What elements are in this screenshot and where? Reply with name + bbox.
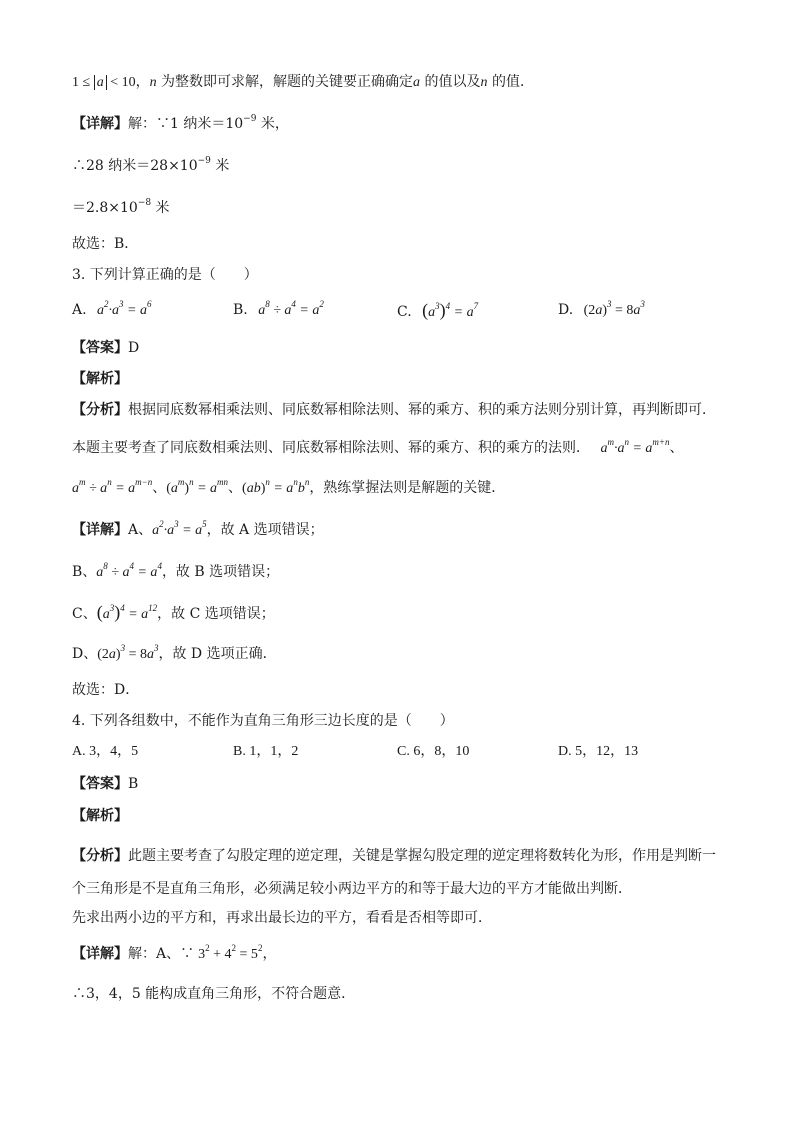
q3-detail-a xyxy=(72,520,324,541)
detail-tail: 米， xyxy=(256,116,289,132)
option-label: A. xyxy=(72,302,87,318)
answer-tag: 【答案】 xyxy=(72,776,128,792)
detail-line-1 xyxy=(72,114,289,134)
q3-option-d xyxy=(558,300,645,321)
therefore-text: ∴28 纳米＝28×10 xyxy=(72,158,198,174)
option-b-math: $a^8 \div a^4 = a^2$ xyxy=(258,299,324,318)
rule-power: $(a^m)^n = a^{mn}$ xyxy=(166,477,229,496)
exponent: −8 xyxy=(137,198,152,208)
q3-option-c xyxy=(397,300,478,323)
q3-detail-d xyxy=(72,644,277,665)
q3-answer xyxy=(72,338,139,358)
fenxi-tag: 【分析】 xyxy=(72,848,128,864)
equation-line xyxy=(72,198,170,218)
q3-detail-c xyxy=(72,602,275,625)
intro-text-3: 的值． xyxy=(487,74,534,90)
q4-analysis-tag: 【解析】 xyxy=(72,808,128,824)
rule-quotient: $a^m \div a^n = a^{m-n}$ xyxy=(72,477,153,496)
choose-line-1: 故选：B． xyxy=(72,236,139,252)
detail-c-math: $(a^3)^4 = a^{12}$ xyxy=(96,602,158,622)
option-label: B. xyxy=(233,302,248,318)
exponent: −9 xyxy=(243,114,257,124)
detail-tail: ，故 A 选项错误； xyxy=(206,522,324,538)
q3-fenxi xyxy=(72,400,716,420)
intro-text: 为整数即可求解，解题的关键要正确确定 xyxy=(156,74,414,90)
q4-option-d: D. 5，12，13 xyxy=(558,744,639,759)
answer-value: B xyxy=(128,776,139,792)
detail-label: D、 xyxy=(72,646,98,662)
detail-label: A、 xyxy=(128,522,153,538)
rule-product-power: $(ab)^n = a^nb^n$ xyxy=(242,477,310,496)
equation-text: ＝2.8×10 xyxy=(72,200,138,216)
detail-text: 解：A、∵ xyxy=(128,946,195,962)
detail-tail: ，故 D 选项正确． xyxy=(158,646,277,662)
q4-option-a: A. 3，4，5 xyxy=(72,744,139,759)
inequality-rest: < 10， xyxy=(106,75,150,90)
answer-tag: 【答案】 xyxy=(72,340,128,356)
option-c-math: $(a^3)^4 = a^7$ xyxy=(422,300,479,320)
option-label: C. xyxy=(397,304,412,320)
abs-a: a xyxy=(94,75,107,90)
separator: 、 xyxy=(669,440,684,456)
detail-a-math: $a^2\cdot a^3 = a^5$ xyxy=(152,519,207,538)
q3-rules: $a^m \div a^n = a^{m-n}$、$(a^m)^n = a^{mn}$、$(ab)^n = a^nb^n$，熟练掌握法则是解题的关键． xyxy=(72,477,506,496)
option-label: D. xyxy=(558,302,574,318)
exponent: −9 xyxy=(197,156,211,166)
question-3: 3. 下列计算正确的是（ ） xyxy=(72,267,258,283)
option-a-math: $a^2\cdot a^3 = a^6$ xyxy=(97,299,152,318)
var-n: n xyxy=(149,75,157,90)
detail-label: C、 xyxy=(72,606,97,622)
pythagorean-equation: $3^2 + 4^2 = 5^2$ xyxy=(198,943,263,962)
detail-tag: 【详解】 xyxy=(72,522,128,538)
fenxi-text: 根据同底数幂相乘法则、同底数幂相除法则、幂的乘方、积的乘方法则分别计算，再判断即可． xyxy=(128,402,716,418)
var-n-2: n xyxy=(480,75,488,90)
detail-tag: 【详解】 xyxy=(72,116,128,132)
detail-tag: 【详解】 xyxy=(72,946,128,962)
rule-product: $a^m\cdot a^n = a^{m+n}$ xyxy=(600,437,670,456)
q4-option-c: C. 6，8，10 xyxy=(397,744,470,759)
intro-text-2: 的值以及 xyxy=(420,74,481,90)
detail-b-math: $a^8 \div a^4 = a^4$ xyxy=(96,561,162,580)
intro-line xyxy=(72,72,534,93)
main-text: 本题主要考查了同底数相乘法则、同底数幂相除法则、幂的乘方、积的乘方的法则． xyxy=(72,440,590,456)
detail-tail: ，故 C 选项错误； xyxy=(157,606,275,622)
detail-d-math: $(2a)^3 = 8a^3$ xyxy=(97,643,159,662)
q4-option-b: B. 1，1，2 xyxy=(233,744,299,759)
q4-detail xyxy=(72,944,276,965)
therefore-tail: 米 xyxy=(210,158,230,174)
q4-fenxi-3: 先求出两小边的平方和，再求出最长边的平方，看看是否相等即可． xyxy=(72,910,492,926)
detail-tail: ，故 B 选项错误； xyxy=(161,564,280,580)
q3-main xyxy=(72,438,683,459)
q4-conclusion: ∴3，4，5 能构成直角三角形，不符合题意． xyxy=(72,986,356,1002)
detail-label: B、 xyxy=(72,564,97,580)
answer-value: D xyxy=(128,340,140,356)
q3-option-b xyxy=(233,300,324,321)
q3-option-a xyxy=(72,300,151,321)
q3-analysis-tag: 【解析】 xyxy=(72,371,128,387)
equation-tail: 米 xyxy=(151,200,170,216)
fenxi-tag: 【分析】 xyxy=(72,402,128,418)
var-a: a xyxy=(413,75,421,90)
q4-answer xyxy=(72,774,138,794)
inequality-prefix: 1 ≤ xyxy=(72,75,94,90)
detail-text: 解：∵1 纳米＝10 xyxy=(128,116,244,132)
therefore-line xyxy=(72,156,229,176)
rules-tail: ，熟练掌握法则是解题的关键． xyxy=(309,480,506,496)
q4-fenxi-1 xyxy=(72,846,716,866)
q4-fenxi-2: 个三角形是不是直角三角形，必须满足较小两边平方的和等于最大边的平方才能做出判断． xyxy=(72,881,632,897)
fenxi-text: 此题主要考查了勾股定理的逆定理，关键是掌握勾股定理的逆定理将数转化为形，作用是判断一 xyxy=(128,848,716,864)
question-4: 4. 下列各组数中，不能作为直角三角形三边长度的是（ ） xyxy=(72,713,454,729)
detail-tail: ， xyxy=(262,946,277,962)
choose-line-2: 故选：D． xyxy=(72,682,140,698)
q3-detail-b xyxy=(72,562,279,583)
option-d-math: $(2a)^3 = 8a^3$ xyxy=(583,299,645,318)
